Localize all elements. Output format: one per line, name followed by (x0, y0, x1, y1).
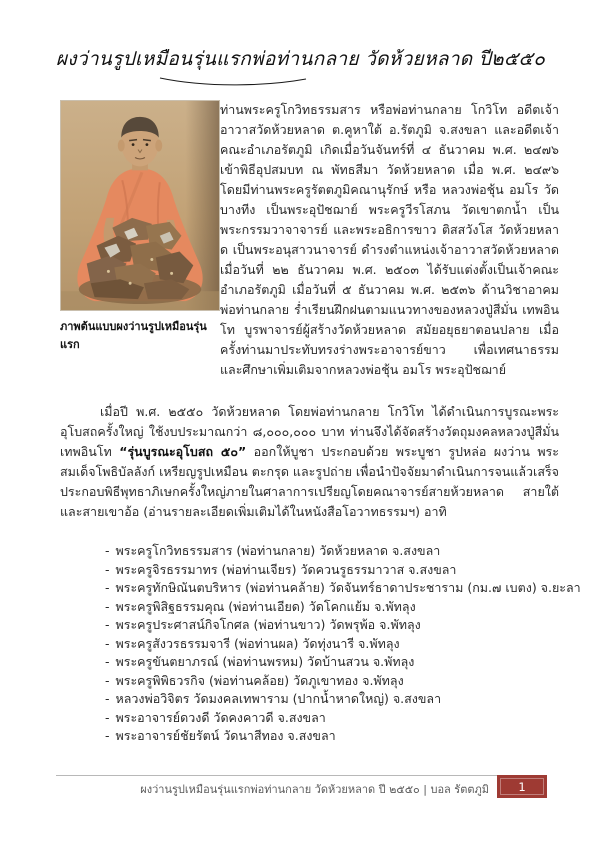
list-bullet: - (105, 561, 110, 577)
page-title: ผงว่านรูปเหมือนรุ่นแรกพ่อท่านกลาย วัดห้วยหลาด ปี๒๕๕๐ (55, 48, 546, 70)
monk-photo (60, 100, 220, 311)
list-item-text: พระครูสังวรธรรมจารี (พ่อท่านผล) วัดทุ่งนารี จ.พัทลุง (115, 635, 400, 651)
list-item (105, 579, 581, 598)
list-bullet: - (105, 728, 110, 743)
photo-caption: ภาพต้นแบบผงว่านรูปเหมือนรุ่นแรก (60, 320, 207, 351)
list-bullet: - (105, 672, 110, 688)
list-bullet: - (105, 543, 110, 558)
list-item (105, 727, 559, 746)
footer-text: ผงว่านรูปเหมือนรุ่นแรกพ่อท่านกลาย วัดห้วยหลาด ปี ๒๕๕๐ | บอล รัตตภูมิ (140, 783, 489, 796)
list-item-text: พระอาจารย์ดวงดี วัดคงคาวดี จ.สงขลา (115, 709, 326, 725)
list-item-text: พระครูประศาสน์กิจโกศล (พ่อท่านขาว) วัดพรุพ้อ จ.พัทลุง (115, 617, 421, 632)
list-item (105, 616, 559, 635)
amulet-paragraph-text: เมื่อปี พ.ศ. ๒๕๕๐ วัดห้วยหลาด โดยพ่อท่านกลาย โกวิโท ได้ดำเนินการบูรณะพระอุโบสถครั้งใหญ่ ใช้งบประมาณกว่า ๘,๐๐๐,๐๐๐ บาท ท่านจึงได้จัดสร้างวัตถุมงคลหลวงปู่สีมั่น เทพอินโท (60, 404, 559, 459)
list-item (105, 690, 559, 709)
monk-list (60, 542, 581, 746)
list-item (105, 598, 559, 617)
document-content (0, 100, 601, 746)
list-item (105, 542, 559, 561)
amulet-creation-paragraph (60, 402, 559, 522)
list-item-text: พระครูจิรธรรมาทร (พ่อท่านเจียร) วัดควนรูธรรมาวาส จ.สงขลา (115, 561, 457, 577)
list-item-text: พระครูขันตยาภรณ์ (พ่อท่านพรหม) วัดบ้านสวน จ.พัทลุง (115, 654, 415, 669)
list-item-text: พระครูโกวิทธรรมสาร (พ่อท่านกลาย) วัดห้วยหลาด จ.สงขลา (115, 543, 441, 558)
monk-photo-figure (60, 100, 220, 380)
list-bullet: - (105, 691, 110, 706)
biography-paragraph: ท่านพระครูโกวิทธรรมสาร หรือพ่อท่านกลาย โกวิโท อดีตเจ้าอาวาสวัดห้วยหลาด ต.คูหาใต้ อ.รัตภูมิ จ.สงขลา และอดีตเจ้าคณะอำเภอรัตภูมิ เกิดเมื่อวันจันทร์ที่ ๔ ธันวาคม พ.ศ. ๒๔๗๖ เข้าพิธีอุปสมบท ณ พัทธสีมา วัดห้วยหลาด เมื่อ พ.ศ. ๒๔๙๖ โดยมีท่านพระครูรัตตภูมิคณานุรักษ์ หรือ หลวงพ่อชุ้น อมโร วัดบางทีง เป็นพระอุปัชฌาย์ พระครูวีรโสภน วัดเขาตกน้ำ เป็นพระกรรมวาจาจารย์ และพระอธิการขาว ติสสวังโส วัดห้วยหลาด เป็นพระอนุสาวนาจารย์ ดำรงตำแหน่งเจ้าอาวาสวัดห้วยหลาด เมื่อวันที่ ๒๒ ธันวาคม พ.ศ. ๒๕๐๓ ได้รับแต่งตั้งเป็นเจ้าคณะอำเภอรัตภูมิ เมื่อวันที่ ๕ ธันวาคม พ.ศ. ๒๕๓๖ ด้านวิชาอาคมพ่อท่านกลาย ร่ำเรียนฝึกฝนตามแนวทางของหลวงปู่สีมั่น เทพอินโท บูรพาจารย์ผู้สร้างวัดห้วยหลาด สมัยอยุธยาตอนปลาย เมื่อครั้งท่านมาประทับทรงร่างพระอาจารย์ขาว เพื่อเทศนาธรรม และศึกษาเพิ่มเติมจากหลวงพ่อชุ้น อมโร พระอุปัชฌาย์ (220, 102, 559, 377)
list-bullet: - (105, 598, 110, 614)
title-underline-swash (158, 76, 308, 86)
page-footer (56, 775, 547, 798)
edition-name-bold: “รุ่นบูรณะอุโบสถ ๕๐” (119, 444, 247, 459)
list-item-text: หลวงพ่อวิจิตร วัดมงคลเทพาราม (ปากน้ำหาดใหญ่) จ.สงขลา (115, 691, 442, 706)
amulet-paragraph-text-cont: ออกให้บูชา ประกอบด้วย พระบูชา รูปหล่อ ผงว่าน พระสมเด็จโพธิบัลลังก์ เหรียญรูปเหมือน ตะกรุด และรูปถ่าย เพื่อนำปัจจัยมาดำเนินการจนแล้วเสร็จ ประกอบพิธีพุทธาภิเษกครั้งใหญ่ภายในศาลาการเปรียญโดยคณาจารย์สายห้วยหลาด สายใต้ และสายเขาอ้อ (อ่านรายละเอียดเพิ่มเติมได้ในหนังสือโอวาทธรรมฯ) อาทิ (60, 444, 559, 519)
list-item-text: พระอาจารย์ชัยรัตน์ วัดนาสีทอง จ.สงขลา (115, 728, 336, 743)
list-bullet: - (105, 709, 110, 725)
list-bullet: - (105, 617, 110, 632)
list-bullet: - (105, 580, 110, 595)
list-item-text: พระครูพิสิฐธรรมคุณ (พ่อท่านเอียด) วัดโคกแย้ม จ.พัทลุง (115, 598, 416, 614)
list-bullet: - (105, 654, 110, 669)
list-item-text: พระครูทักษิณันตบริหาร (พ่อท่านคล้าย) วัดจันทร์ธาดาประชาราม (กม.๗ เบตง) จ.ยะลา (115, 580, 581, 595)
list-item (105, 653, 559, 672)
list-item (105, 672, 559, 691)
list-bullet: - (105, 635, 110, 651)
list-item (105, 635, 559, 654)
page-number-badge: 1 (497, 775, 547, 798)
list-item (105, 561, 559, 580)
list-item-text: พระครูพิพิธวรกิจ (พ่อท่านคล้อย) วัดภูเขาทอง จ.พัทลุง (115, 672, 404, 688)
list-item (105, 709, 559, 728)
